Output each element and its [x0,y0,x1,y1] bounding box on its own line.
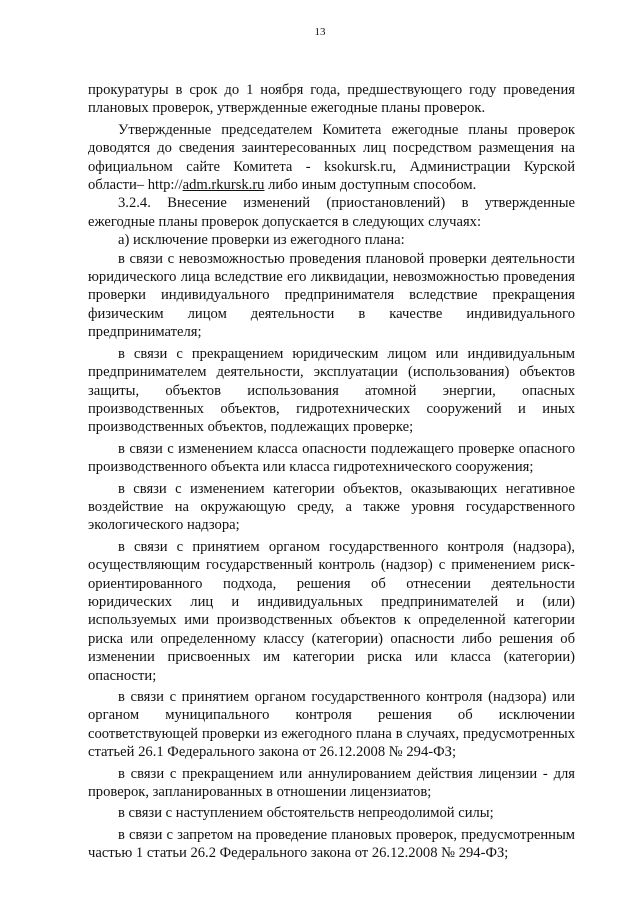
list-item: в связи с изменением категории объектов, оказывающих негативное воздействие на окружающую среду, а также уровня государственного экологического надзора; [88,480,575,534]
paragraph: прокуратуры в срок до 1 ноября года, предшествующего году проведения плановых проверок, утвержденные ежегодные планы проверок. [88,82,575,117]
paragraph-plans-publication [88,121,575,195]
paragraph-clause-3-2-4: 3.2.4. Внесение изменений (приостановлений) в утвержденные ежегодные планы проверок допускается в следующих случаях: [88,195,575,230]
list-item: в связи с наступлением обстоятельств непреодолимой силы; [118,805,494,822]
paragraph-text: Утвержденные председателем Комитета ежегодные планы проверок доводятся до сведения заинтересованных лиц посредством размещения на официальном сайте Комитета - ksokursk.ru, Администрации Курской области– http:// [88,121,575,194]
list-item: в связи с прекращением или аннулированием действия лицензии - для проверок, запланированных в отношении лицензиатов; [88,765,575,801]
list-item: в связи с изменением класса опасности подлежащего проверке опасного производственного объекта или класса гидротехнического сооружения; [88,440,575,476]
list-item: в связи с невозможностью проведения плановой проверки деятельности юридического лица вследствие его ликвидации, невозможностью проведения проверки индивидуального предпринимателя вследствие прекращения физическим лицом деятельности в качестве индивидуального предпринимателя; [88,250,575,341]
website-link[interactable]: adm.rkursk.ru [182,177,265,194]
list-item: в связи с прекращением юридическим лицом или индивидуальным предпринимателем деятельности, эксплуатации (использования) объектов защиты, объектов использования атомной энергии, опасных производственных объектов, гидротехнических сооружений и иных производственных объектов, подлежащих проверке; [88,345,575,436]
list-item: в связи с принятием органом государственного контроля (надзора), осуществляющим государственный контроль (надзор) с применением риск-ориентированного подхода, решения об отнесении деятельности юридических лиц и индивидуальных предпринимателей и (или) используемых ими производственных объектов к определенной категории риска или определенному классу (категории) опасности либо решения об изменении присвоенных им категории риска или класса (категории) опасности; [88,538,575,684]
list-item: в связи с принятием органом государственного контроля (надзора) или органом муниципального контроля решения об исключении соответствующей проверки из ежегодного плана в случаях, предусмотренных статьей 26.1 Федерального закона от 26.12.2008 № 294-ФЗ; [88,689,575,761]
paragraph-text-tail: либо иным доступным способом. [264,177,477,194]
document-body [88,81,575,863]
page-number: 13 [314,26,326,38]
paragraph-subclause-a: а) исключение проверки из ежегодного плана: [118,232,405,249]
list-item: в связи с запретом на проведение плановых проверок, предусмотренным частью 1 статьи 26.2 Федерального закона от 26.12.2008 № 294-ФЗ; [88,826,575,862]
